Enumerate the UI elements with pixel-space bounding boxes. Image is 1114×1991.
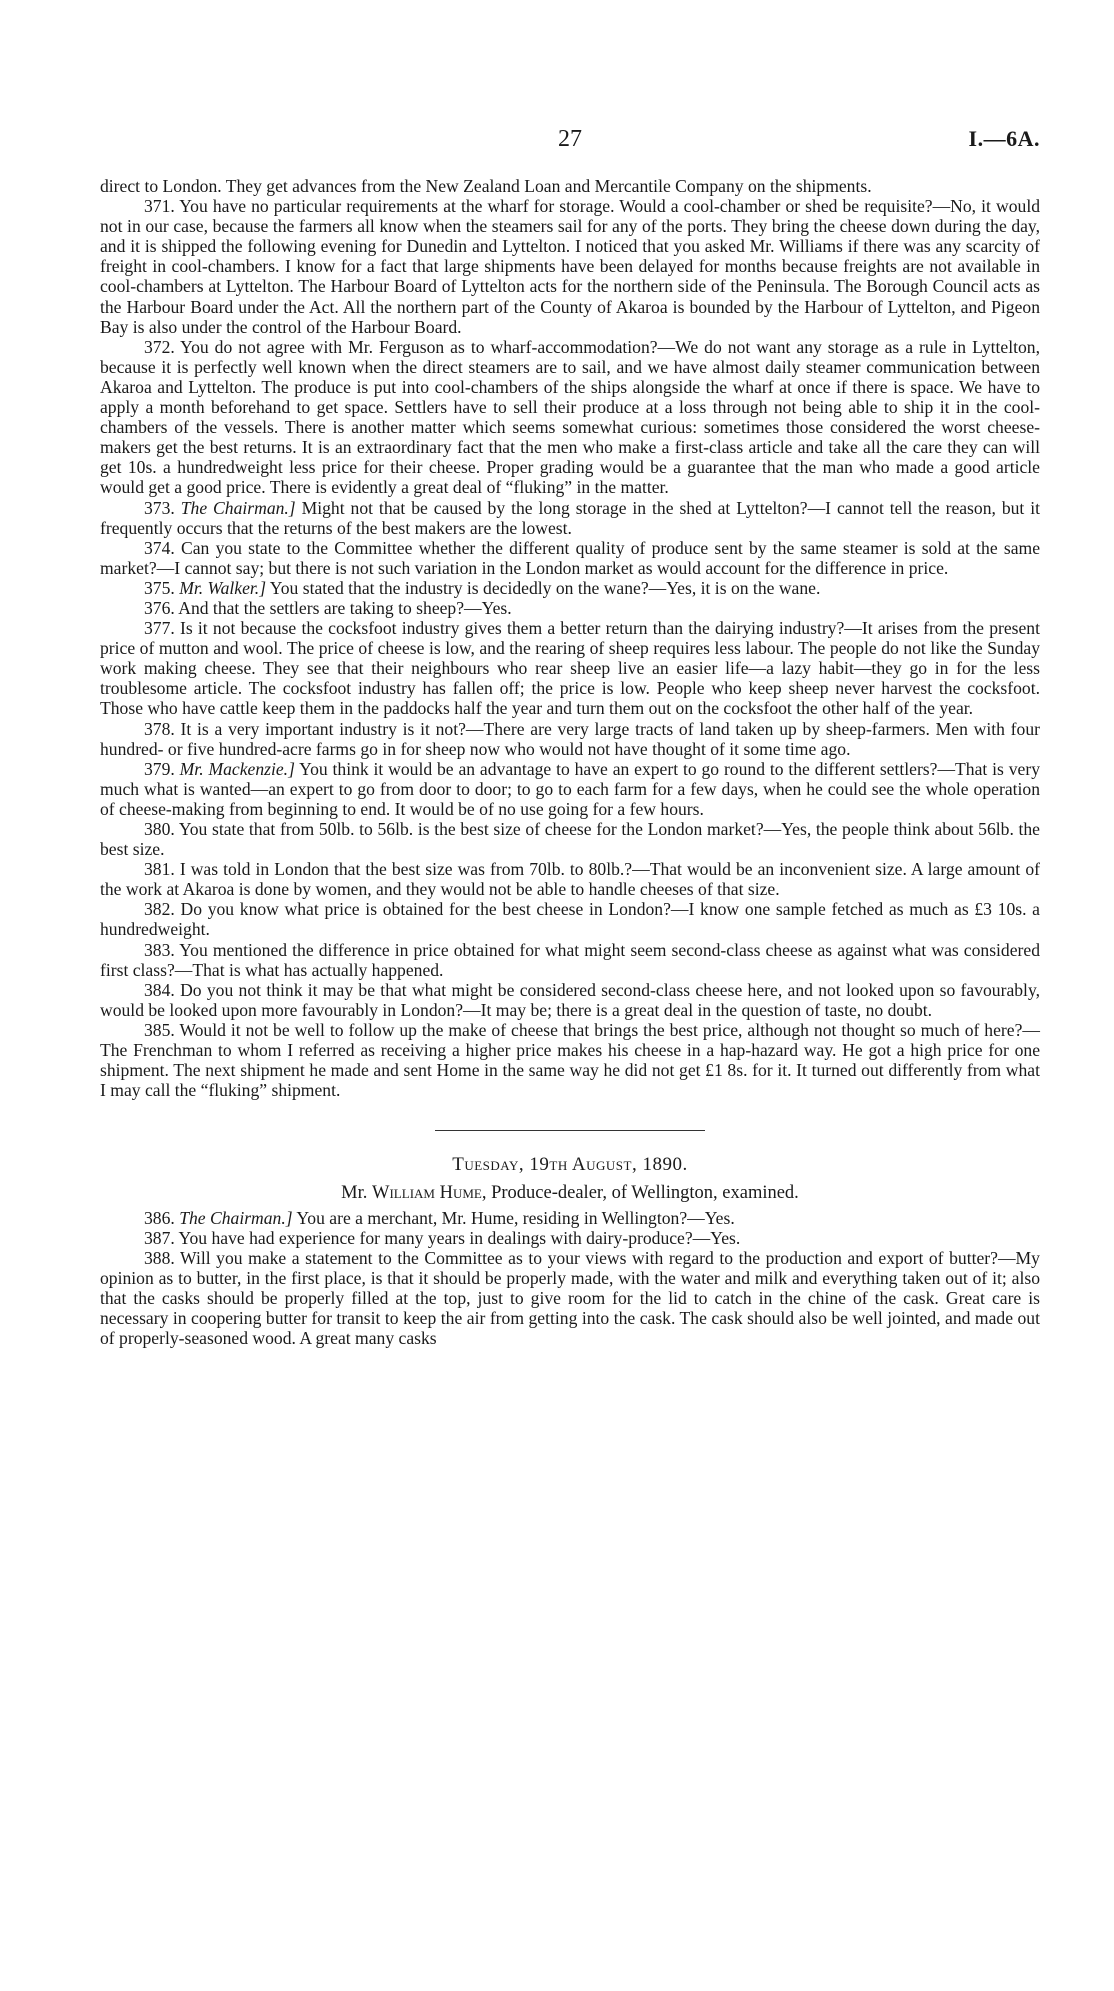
question-number: 383. [144, 939, 175, 960]
paragraph-text: You stated that the industry is decidedly on the wane?—Yes, it is on the wane. [269, 577, 821, 598]
question-number: 374. [144, 537, 175, 558]
session-date-heading: Tuesday, 19th August, 1890. [452, 1154, 688, 1176]
question-paragraph [100, 498, 1040, 538]
paragraph-text: Might not that be caused by the long storage in the shed at Lyttelton?—I cannot tell the reason, but it frequently occurs that the returns of the best makers are the lowest. [100, 497, 1040, 538]
question-paragraph [100, 1228, 1040, 1248]
paragraph-text: Is it not because the cocksfoot industry gives them a better return than the dairying industry?—It arises from the present price of mutton and wool. The price of cheese is low, and the rearing of sheep requires less labour. The people do not like the Sunday work making cheese. They see that their neighbours who rear sheep live an easier life—a lazy habit—they go in for the less troublesome article. The cocksfoot industry has fallen off; the price is low. People who keep sheep never harvest the cocksfoot. Those who have cattle keep them in the paddocks half the year and turn them out on the cocksfoot the other half of the year. [100, 618, 1040, 719]
question-number: 387. [144, 1227, 175, 1248]
paragraph-text: direct to London. They get advances from the New Zealand Loan and Mercantile Company on the shipments. [100, 176, 872, 196]
paragraph-text: Do you know what price is obtained for the best cheese in London?—I know one sample fetched as much as £3 10s. a hundredweight. [100, 899, 1040, 940]
paragraph-text: You have had experience for many years in dealings with dairy-produce?—Yes. [178, 1227, 741, 1248]
witness-description: , Produce-dealer, of Wellington, examined. [481, 1183, 799, 1204]
paragraph-text: You state that from 50lb. to 56lb. is the best size of cheese for the London market?—Yes, the people think about 56lb. the best size. [100, 819, 1040, 860]
question-number: 384. [144, 979, 175, 1000]
paragraph-text: You do not agree with Mr. Ferguson as to wharf-accommodation?—We do not want any storage as a rule in Lyttelton, because it is perfectly well known when the direct steamers are to sail, and we have almost daily steamer communication between Akaroa and Lyttelton. The produce is put into cool-chambers of the ships alongside the wharf at once if there is space. We have to apply a month beforehand to get space. Settlers have to sell their produce at a loss through not being able to ship it in the cool-chambers of the vessels. There is another matter which seems somewhat curious: sometimes those considered the worst cheese-makers get the best returns. It is an extraordinary fact that the men who make a first-class article and take all the care they can will get 10s. a hundredweight less price for their cheese. Proper grading would be a guarantee that the man who made a good article would get a good price. There is evidently a great deal of “fluking” in the matter. [100, 336, 1040, 498]
question-paragraph [100, 337, 1040, 498]
question-number: 379. [144, 758, 175, 779]
question-number: 372. [144, 336, 175, 357]
question-number: 377. [144, 618, 175, 639]
question-paragraph [100, 618, 1040, 718]
question-paragraph [100, 859, 1040, 899]
question-paragraph [100, 759, 1040, 819]
speaker-name: The Chairman.] [180, 497, 296, 518]
paragraph-text: Would it not be well to follow up the make of cheese that brings the best price, although not thought so much of here?—The Frenchman to whom I referred as receiving a higher price makes his cheese in a hap-hazard way. He got a high price for one shipment. The next shipment he made and sent Home in the same way he did not get £1 8s. for it. It turned out differently from what I may call the “fluking” shipment. [100, 1019, 1040, 1101]
witness-heading [100, 1183, 1040, 1203]
question-number: 376. [144, 597, 175, 618]
question-number: 371. [144, 196, 175, 217]
paragraph-text: And that the settlers are taking to sheep?—Yes. [178, 597, 512, 618]
question-paragraph [100, 196, 1040, 337]
question-paragraph [100, 719, 1040, 759]
evidence-section-2 [100, 1208, 1040, 1349]
section-divider [435, 1130, 705, 1131]
paragraph-text: You have no particular requirements at the wharf for storage. Would a cool-chamber or shed be requisite?—No, it would not in our case, because the farmers all know when the steamers sail for any of the ports. They bring the cheese down during the day, and it is shipped the following evening for Dunedin and Lyttelton. I noticed that you asked Mr. Williams if there was any scarcity of freight in cool-chambers. I know for a fact that large shipments have been delayed for months because freights are not available in cool-chambers at Lyttelton. The Harbour Board of Lyttelton acts for the northern side of the Peninsula. The Borough Council acts as the Harbour Board under the Act. All the northern part of the County of Akaroa is bounded by the Harbour of Lyttelton, and Pigeon Bay is also under the control of the Harbour Board. [100, 196, 1040, 337]
question-number: 381. [144, 859, 175, 880]
page-body [100, 176, 1040, 1348]
question-number: 375. [144, 577, 175, 598]
paragraph-text: It is a very important industry is it not?—There are very large tracts of land taken up by sheep-farmers. Men with four hundred- or five hundred-acre farms go in for sheep now who would not have thought of it some time ago. [100, 718, 1040, 759]
page-header [100, 124, 1040, 154]
question-number: 380. [144, 819, 175, 839]
question-number: 378. [144, 718, 175, 739]
question-paragraph [100, 598, 1040, 618]
paragraph-text: You think it would be an advantage to have an expert to go round to the different settlers?—That is very much what is wanted—an expert to go from door to door; to go to each farm for a few days, when he could see the whole operation of cheese-making from beginning to end. It would be of no use going for a few hours. [100, 758, 1040, 819]
evidence-section-1 [100, 176, 1040, 1100]
question-paragraph [100, 1248, 1040, 1348]
paragraph-text: Will you make a statement to the Committee as to your views with regard to the production and export of butter?—My opinion as to butter, in the first place, is that it should be properly made, with the water and milk and everything taken out of it; also that the casks should be properly filled at the top, just to give room for the lid to catch in the chine of the cask. Great care is necessary in coopering butter for transit to keep the air from getting into the cask. The cask should also be well jointed, and made out of properly-seasoned wood. A great many casks [100, 1247, 1040, 1349]
question-paragraph [100, 1208, 1040, 1228]
document-reference: I.—6A. [968, 126, 1040, 151]
question-paragraph [100, 819, 1040, 859]
question-paragraph [100, 940, 1040, 980]
speaker-name: Mr. Walker.] [179, 577, 267, 598]
witness-name: William Hume [372, 1183, 482, 1204]
paragraph-text: I was told in London that the best size was from 70lb. to 80lb.?—That would be an inconvenient size. A large amount of the work at Akaroa is done by women, and they would not be able to handle cheeses of that size. [100, 859, 1040, 900]
speaker-name: Mr. Mackenzie.] [179, 758, 295, 779]
question-paragraph [100, 578, 1040, 598]
speaker-name: The Chairman.] [179, 1207, 293, 1228]
witness-prefix: Mr. [341, 1183, 368, 1204]
page-number: 27 [558, 126, 582, 152]
question-number: 385. [144, 1019, 175, 1040]
continued-paragraph [100, 176, 1040, 196]
question-number: 388. [144, 1247, 175, 1268]
question-number: 382. [144, 899, 175, 920]
paragraph-text: You are a merchant, Mr. Hume, residing in Wellington?—Yes. [296, 1207, 735, 1228]
paragraph-text: You mentioned the difference in price obtained for what might seem second-class cheese as against what was considered first class?—That is what has actually happened. [100, 939, 1040, 980]
paragraph-text: Can you state to the Committee whether the different quality of produce sent by the same steamer is sold at the same market?—I cannot say; but there is not such variation in the London market as would account for the difference in price. [100, 537, 1040, 578]
question-paragraph [100, 538, 1040, 578]
question-number: 386. [144, 1207, 175, 1228]
question-number: 373. [144, 497, 175, 518]
question-paragraph [100, 980, 1040, 1020]
question-paragraph [100, 899, 1040, 939]
paragraph-text: Do you not think it may be that what might be considered second-class cheese here, and not looked upon so favourably, would be looked upon more favourably in London?—It may be; there is a great deal in the question of taste, no doubt. [100, 979, 1040, 1020]
question-paragraph [100, 1020, 1040, 1100]
